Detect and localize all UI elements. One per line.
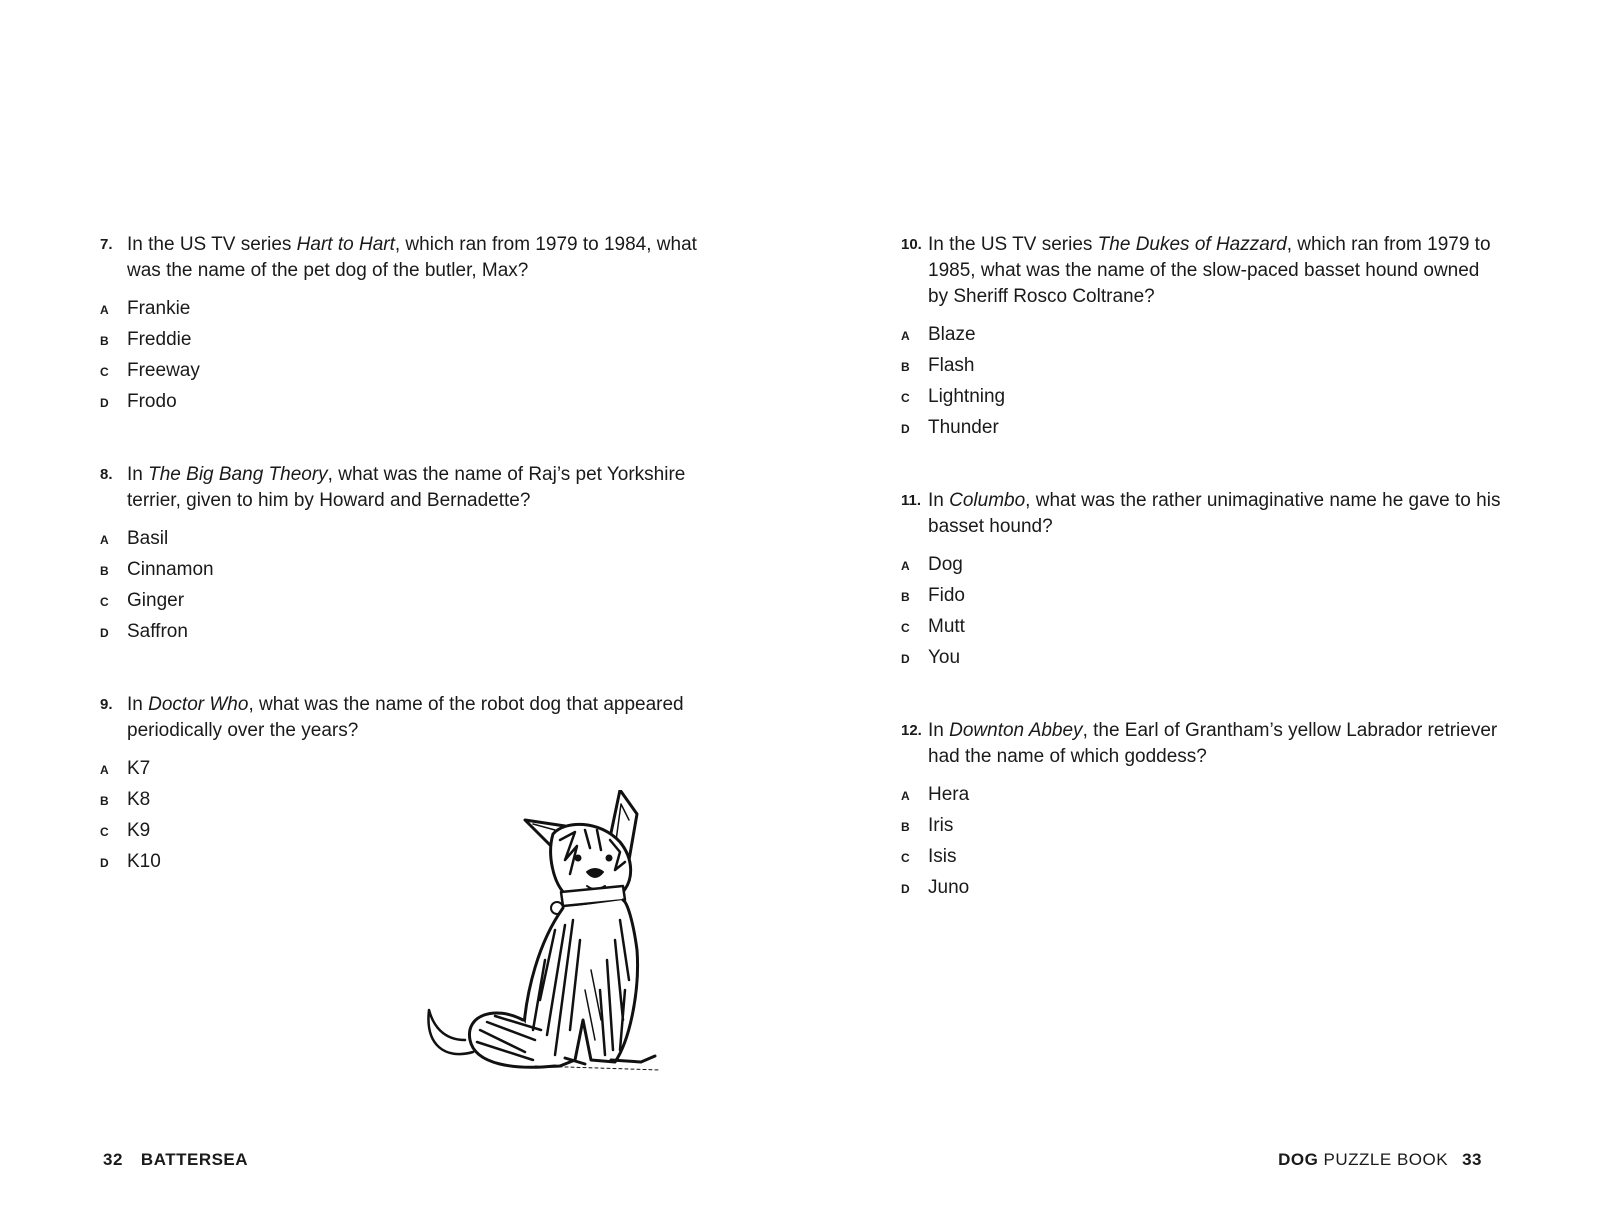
question-10: [901, 232, 1501, 448]
book-title-rest: PUZZLE BOOK: [1318, 1150, 1449, 1169]
question-12: [901, 718, 1501, 908]
question-number: 9.: [100, 696, 113, 713]
answer-option: A Frankie: [100, 298, 191, 319]
answer-options: [100, 528, 720, 652]
answer-option: A Blaze: [901, 324, 976, 345]
answer-option: A Hera: [901, 784, 970, 805]
question-number: 8.: [100, 466, 113, 483]
question-11: [901, 488, 1501, 678]
right-page-footer: [1278, 1150, 1482, 1170]
question-number: 7.: [100, 236, 113, 253]
answer-option: A Basil: [100, 528, 169, 549]
question-text: In Downton Abbey, the Earl of Grantham’s yellow Labrador retriever had the name of which goddess?: [928, 720, 1498, 767]
question-number: 11.: [901, 492, 922, 509]
question-text: In the US TV series Hart to Hart, which ran from 1979 to 1984, what was the name of the pet dog of the butler, Max?: [127, 234, 697, 281]
answer-option: C Freeway: [100, 360, 200, 381]
answer-option: B Cinnamon: [100, 559, 214, 580]
question-text: In Columbo, what was the rather unimaginative name he gave to his basset hound?: [928, 490, 1501, 537]
page-number: 32: [103, 1150, 123, 1169]
question-text: In the US TV series The Dukes of Hazzard, which ran from 1979 to 1985, what was the name of the slow-paced basset hound owned by Sheriff Rosco Coltrane?: [928, 234, 1491, 307]
question-text: In Doctor Who, what was the name of the robot dog that appeared periodically over the years?: [127, 694, 684, 741]
answer-option: A K7: [100, 758, 151, 779]
answer-option: B Iris: [901, 815, 954, 836]
answer-options: [901, 324, 1501, 448]
book-title-bold: DOG: [1278, 1150, 1319, 1169]
right-page-questions: [901, 232, 1501, 908]
page-number: 33: [1462, 1150, 1482, 1169]
answer-option: C Isis: [901, 846, 957, 867]
answer-option: D Thunder: [901, 417, 999, 438]
question-number: 10.: [901, 236, 922, 253]
answer-option: B Freddie: [100, 329, 192, 350]
answer-option: D Juno: [901, 877, 970, 898]
answer-option: B Fido: [901, 585, 965, 606]
answer-option: D Saffron: [100, 621, 188, 642]
answer-options: [901, 784, 1501, 908]
question-text: In The Big Bang Theory, what was the name of Raj’s pet Yorkshire terrier, given to him by Howard and Bernadette?: [127, 464, 686, 511]
answer-option: C K9: [100, 820, 151, 841]
answer-option: D K10: [100, 851, 161, 872]
answer-option: B K8: [100, 789, 151, 810]
answer-option: C Lightning: [901, 386, 1006, 407]
answer-options: [901, 554, 1501, 678]
dog-sketch-icon: [415, 790, 695, 1100]
book-brand: BATTERSEA: [140, 1150, 249, 1169]
question-8: [100, 462, 720, 652]
left-page-questions: [100, 232, 720, 882]
answer-option: D You: [901, 647, 961, 668]
answer-option: A Dog: [901, 554, 963, 575]
answer-option: D Frodo: [100, 391, 177, 412]
answer-options: [100, 298, 720, 422]
question-number: 12.: [901, 722, 922, 739]
question-7: [100, 232, 720, 422]
answer-option: B Flash: [901, 355, 975, 376]
answer-option: C Mutt: [901, 616, 965, 637]
answer-option: C Ginger: [100, 590, 185, 611]
left-page-footer: [103, 1150, 248, 1170]
